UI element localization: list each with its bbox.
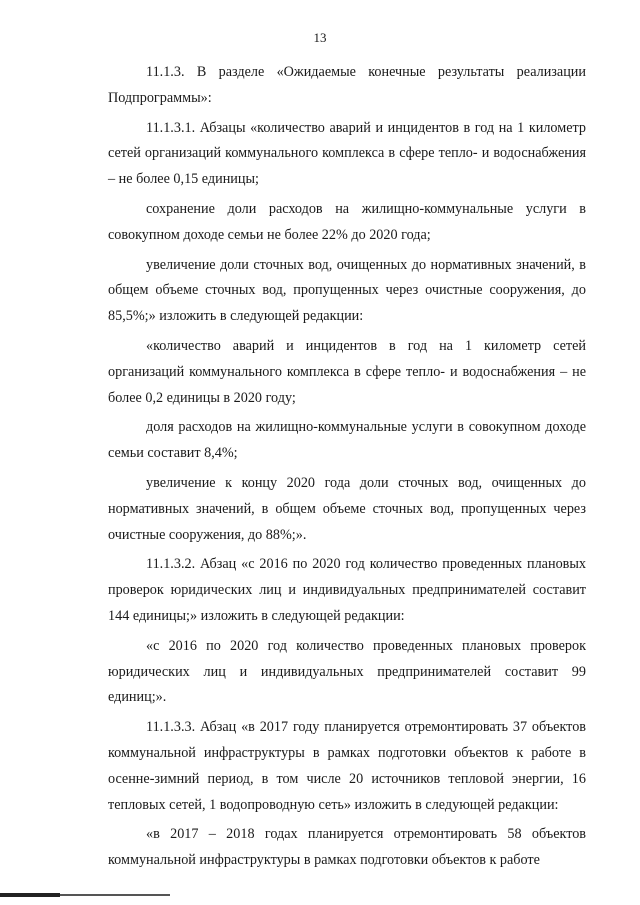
document-body — [108, 60, 586, 874]
paragraph-11-1-3-1: 11.1.3.1. Абзацы «количество аварий и инцидентов в год на 1 километр сетей организаций коммунального комплекса в сфере тепло- и водоснабжения – не более 0,15 единицы; — [108, 119, 586, 188]
paragraph-11-1-3-2: 11.1.3.2. Абзац «с 2016 по 2020 год количество проведенных плановых проверок юридических лиц и индивидуальных предпринимателей составит 144 единицы;» изложить в следующей редакции: — [108, 556, 586, 624]
scan-artifact — [0, 893, 60, 897]
paragraph-share-expenses-old: сохранение доли расходов на жилищно-коммунальные услуги в совокупном доходе семьи не более 22% до 2020 года; — [108, 200, 586, 243]
paragraph-inspections-new: «с 2016 по 2020 год количество проведенных плановых проверок юридических лиц и индивидуальных предпринимателей составит 99 единиц;». — [108, 637, 586, 706]
paragraph-wastewater-new: увеличение к концу 2020 года доли сточных вод, очищенных до нормативных значений, в общем объеме сточных вод, пропущенных через очистные сооружения, до 88%;». — [108, 474, 586, 543]
paragraph-wastewater-old: увеличение доли сточных вод, очищенных до нормативных значений, в общем объеме сточных вод, пропущенных через очистные сооружения, до 85,5%;» изложить в следующей редакции: — [108, 256, 586, 325]
scan-artifact — [60, 894, 170, 896]
paragraph-repair-new: «в 2017 – 2018 годах планируется отремонтировать 58 объектов коммунальной инфраструктуры в рамках подготовки объектов к работе — [108, 826, 586, 869]
page-number: 13 — [313, 30, 327, 45]
paragraph-11-1-3: 11.1.3. В разделе «Ожидаемые конечные результаты реализации Подпрограммы»: — [108, 64, 586, 106]
paragraph-share-expenses-new: доля расходов на жилищно-коммунальные услуги в совокупном доходе семьи составит 8,4%; — [108, 419, 586, 462]
paragraph-accidents-new: «количество аварий и инцидентов в год на 1 километр сетей организаций коммунального комплекса в сфере тепло- и водоснабжения – не более 0,2 единицы в 2020 году; — [108, 337, 586, 406]
paragraph-11-1-3-3: 11.1.3.3. Абзац «в 2017 году планируется отремонтировать 37 объектов коммунальной инфраструктуры в рамках подготовки объектов к работе в осенне-зимний период, в том числе 20 источников тепловой энергии, 16 тепловых сетей, 1 водопроводную сеть» изложить в следующей редакции: — [108, 719, 586, 813]
